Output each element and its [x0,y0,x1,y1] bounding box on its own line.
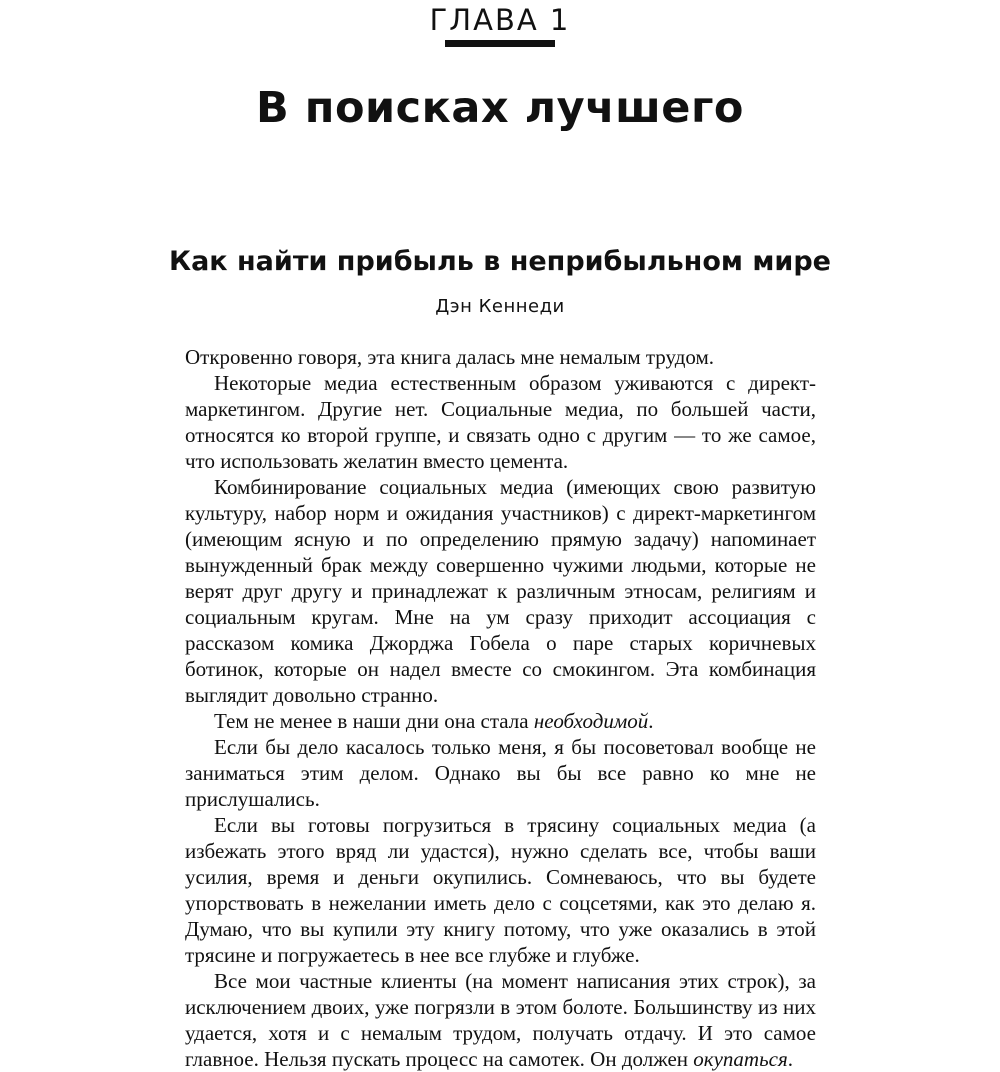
paragraph-7 [185,968,816,1072]
paragraph-1: Откровенно говоря, эта книга далась мне немалым трудом. [185,345,715,369]
paragraph-2: Некоторые медиа естественным образом уживаются с директ-маркетингом. Другие нет. Социальные медиа, по большей части, относятся ко второй группе, и связать одно с другим — то же самое, что использовать желатин вместо цемента. [185,371,816,473]
paragraph-4-text: Тем не менее в наши дни она стала [214,709,534,733]
section-author: Дэн Кеннеди [435,296,565,317]
chapter-divider-rule [445,40,555,47]
paragraph-4-end: . [648,709,654,733]
section-title: Как найти прибыль в неприбыльном мире [169,246,831,277]
paragraph-7-emphasis: окупаться [693,1047,788,1071]
chapter-title: В поисках лучшего [256,83,744,133]
paragraph-4 [185,708,816,734]
paragraph-3: Комбинирование социальных медиа (имеющих свою развитую культуру, набор норм и ожидания участников) с директ-маркетингом (имеющим ясную и по определению прямую задачу) напоминает вынужденный брак между совершенно чужими людьми, которые не верят друг другу и принадлежат к различным этносам, религиям и социальным кругам. Мне на ум сразу приходит ассоциация с рассказом комика Джорджа Гобела о паре старых коричневых ботинок, которые он надел вместе со смокингом. Эта комбинация выглядит довольно странно. [185,475,816,707]
paragraph-6: Если вы готовы погрузиться в трясину социальных медиа (а избежать этого вряд ли удастся), нужно сделать все, чтобы ваши усилия, время и деньги окупились. Сомневаюсь, что вы будете упорствовать в нежелании иметь дело с соцсетями, как это делаю я. Думаю, что вы купили эту книгу потому, что уже оказались в этой трясине и погружаетесь в нее все глубже и глубже. [185,813,816,967]
paragraph-7-end: . [787,1047,793,1071]
paragraph-5: Если бы дело касалось только меня, я бы посоветовал вообще не заниматься этим делом. Однако вы бы все равно ко мне не прислушались. [185,735,816,811]
chapter-label: ГЛАВА 1 [429,3,571,37]
paragraph-4-emphasis: необходимой [533,709,649,733]
paragraph-7-text: Все мои частные клиенты (на момент написания этих строк), за исключением двоих, уже погрязли в этом болоте. Большинству из них удается, хотя и с немалым трудом, получать отдачу. И это самое главное. Нельзя пускать процесс на самотек. Он должен [185,969,816,1071]
body-text [185,344,816,1072]
